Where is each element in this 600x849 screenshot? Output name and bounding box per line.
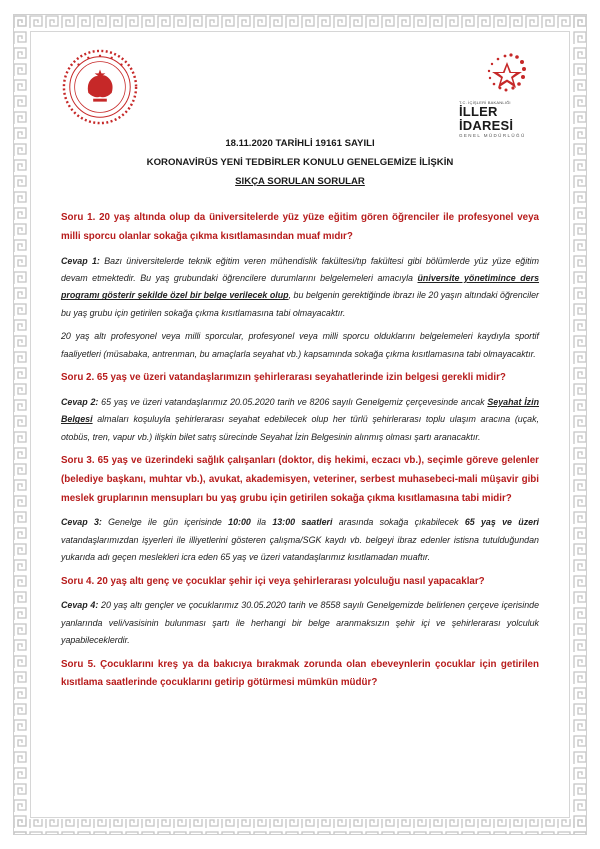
- title-line-3: SIKÇA SORULAN SORULAR: [235, 176, 365, 187]
- ministry-seal-icon: [61, 48, 139, 126]
- emphasis: Seyahat İzin Belgesi: [61, 396, 540, 425]
- answer-1-paragraph-1: Cevap 1: Bazı üniversitelerde teknik eğitim veren mühendislik fakültesi/tıp fakültesi gibi bölümlerde yüz yüze eğitim devam etmektedir. Bu yaş grubundaki öğrencilere durumlarını belgelemeleri amacıyla üniversite yönetimince ders programı gösterir şekilde özel bir belge verilecek olup, bu belgenin gerektiğinde ibrazı ile 20 yaşın altındaki öğrenciler bu yaş grubu için getirilen sokağa çıkma kısıtlamasına tabi olmayacaktır.: [61, 255, 540, 318]
- question-1: Soru 1. 20 yaş altında olup da üniversitelerde yüz yüze eğitim gören öğrenciler ile profesyonel veya milli sporcu olanlar sokağa çıkma kısıtlamasından muaf mıdır?: [61, 212, 539, 242]
- answer-label: Cevap 4:: [61, 600, 99, 611]
- answer-3: Cevap 3: Genelge ile gün içerisinde 10:00 ila 13:00 saatleri arasında sokağa çıkabilecek 65 yaş ve üzeri vatandaşlarımızdan işyerleri ile illiyetlerini gösteren çalışma/SGK kaydı vb. belgeyi ibraz edenler istisna tutulduğundan yukarıda adı geçen meslekleri icra eden 65 yaş ve üzeri vatandaşlarımız kısıtlamadan muaftır.: [61, 517, 540, 563]
- iller-idaresi-star-logo-icon: [471, 50, 527, 100]
- title-line-2: KORONAVİRÜS YENİ TEDBİRLER KONULU GENELGEMİZE İLİŞKİN: [146, 157, 454, 168]
- document-body: [61, 48, 539, 693]
- answer-4: Cevap 4: 20 yaş altı gençler ve çocuklarımız 30.05.2020 tarih ve 8558 sayılı Genelgemizde belirlenen çerçeve içerisinde yanlarında veli/vasisinin bulunması şartı ile herhangi bir belge aranmaksızın şehir içi ve şehirlerarası yolculuk yapabileceklerdir.: [61, 600, 540, 646]
- question-2: Soru 2. 65 yaş ve üzeri vatandaşlarımızın şehirlerarası seyahatlerinde izin belgesi gerekli midir?: [61, 372, 506, 384]
- iller-idaresi-logo: [459, 50, 539, 138]
- emphasis: üniversite yönetimince ders programı gösterir şekilde özel bir belge verilecek olup: [61, 273, 540, 301]
- answer-1-paragraph-2: 20 yaş altı profesyonel veya milli sporcular, profesyonel veya milli sporcu olduklarını belgelemeleri kaydıyla sportif faaliyetleri (müsabaka, antrenman, bu amaçlarla seyahat vb.) kapsamında sokağa çıkma kısıtlamasına tabi olmayacaktır.: [61, 331, 539, 359]
- question-3: Soru 3. 65 yaş ve üzerindeki sağlık çalışanları (doktor, diş hekimi, eczacı vb.), seçimle göreve gelenler (belediye başkanı, muhtar vb.), avukat, akademisyen, veteriner, serbest muhasebeci-mali müşavir gibi meslek gruplarının mensupları bu yaş grubu için getirilen sokağa çıkma kısıtlamasına tabi midir?: [61, 455, 539, 504]
- answer-label: Cevap 2:: [61, 396, 99, 407]
- answer-label: Cevap 3:: [61, 517, 102, 528]
- page-title: [61, 134, 539, 191]
- answer-2: Cevap 2: 65 yaş ve üzeri vatandaşlarımız 20.05.2020 tarih ve 8206 sayılı Genelgemiz çerçevesinde ancak Seyahat İzin Belgesi almaları koşuluyla şehirlerarası seyahat edebilecek olup her türlü şehirlerarası toplu ulaşım aracına (uçak, otobüs, tren, vapur vb.) ilişkin bilet satış sürecinde Seyahat İzin Belgesinin alınmış olması şartı aranacaktır.: [61, 396, 540, 442]
- org-subtitle: GENEL MÜDÜRLÜĞÜ: [459, 133, 526, 138]
- org-small-text: T.C. İÇİŞLERİ BAKANLIĞI: [459, 100, 511, 105]
- org-name: İLLER İDARESİ: [459, 104, 514, 133]
- question-5: Soru 5. Çocuklarını kreş ya da bakıcıya bırakmak zorunda olan ebeveynlerin çocuklar için getirilen kısıtlama saatlerinde çocuklarını getirip götürmesi mümkün müdür?: [61, 658, 539, 689]
- title-line-1: 18.11.2020 TARİHLİ 19161 SAYILI: [225, 138, 375, 149]
- answer-label: Cevap 1:: [61, 255, 100, 266]
- question-4: Soru 4. 20 yaş altı genç ve çocuklar şehir içi veya şehirlerarası yolculuğu nasıl yapacaklar?: [61, 575, 485, 587]
- header-logos: [61, 48, 539, 138]
